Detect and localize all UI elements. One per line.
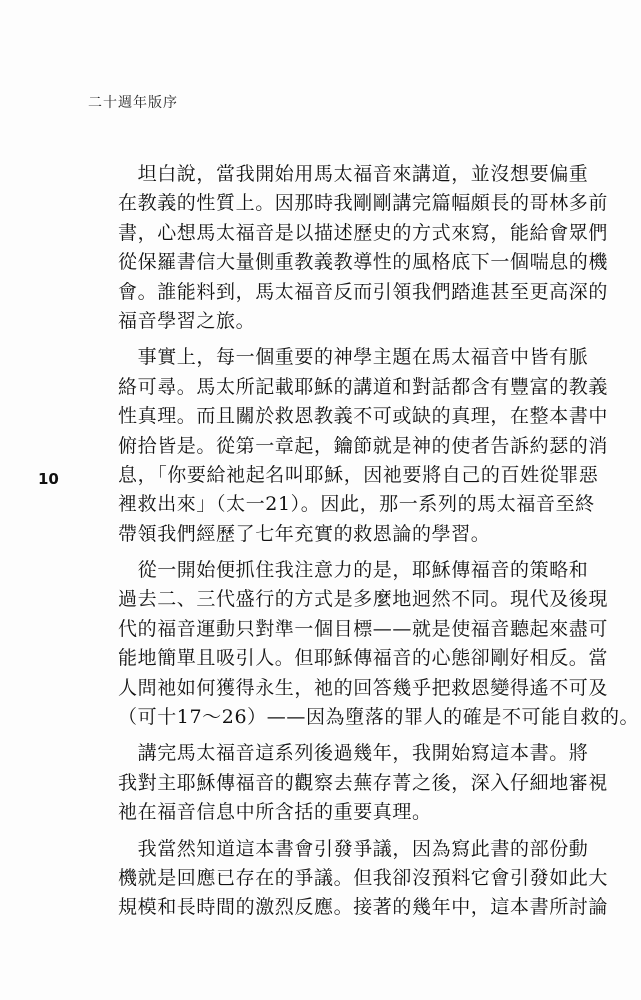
text-line: 祂在福音信息中所含括的重要真理。: [118, 801, 432, 824]
text-line: 息，「你要給祂起名叫耶穌，因祂要將自己的百姓從罪惡: [118, 463, 599, 486]
text-line: （可十17～26）——因為墮落的罪人的確是不可能自救的。: [118, 706, 640, 729]
text-line: 我對主耶穌傳福音的觀察去蕪存菁之後，深入仔細地審視: [118, 771, 609, 794]
text-line: 講完馬太福音這系列後過幾年，我開始寫這本書。將: [118, 742, 589, 765]
text-line: 機就是回應已存在的爭議。但我卻沒預料它會引發如此大: [118, 866, 609, 889]
paragraph: [118, 160, 609, 336]
text-line: 我當然知道這本書會引發爭議，因為寫此書的部份動: [118, 837, 589, 860]
paragraph: [118, 556, 640, 732]
text-line: 代的福音運動只對準一個目標——就是使福音聽起來盡可: [118, 617, 609, 640]
text-line: 俯拾皆是。從第一章起，鑰節就是神的使者告訴約瑟的消: [118, 434, 609, 457]
text-line: 從一開始便抓住我注意力的是，耶穌傳福音的策略和: [118, 559, 589, 582]
text-line: 人問祂如何獲得永生，祂的回答幾乎把救恩變得遙不可及: [118, 676, 609, 699]
text-line: 事實上，每一個重要的神學主題在馬太福音中皆有脈: [118, 346, 589, 369]
text-line: 福音學習之旅。: [118, 309, 256, 332]
text-line: 從保羅書信大量側重教義教導性的風格底下一個喘息的機: [118, 251, 609, 274]
body-text: [118, 160, 640, 930]
paragraph: [118, 739, 609, 827]
text-line: 規模和長時間的激烈反應。接著的幾年中，這本書所討論: [118, 896, 609, 919]
page-number: 10: [38, 470, 59, 488]
text-line: 能地簡單且吸引人。但耶穌傳福音的心態卻剛好相反。當: [118, 647, 609, 670]
text-line: 性真理。而且關於救恩教義不可或缺的真理，在整本書中: [118, 405, 609, 428]
text-line: 裡救出來」（太一21）。因此，那一系列的馬太福音至終: [118, 493, 595, 516]
text-line: 在教義的性質上。因那時我剛剛講完篇幅頗長的哥林多前: [118, 192, 609, 215]
text-line: 書，心想馬太福音是以描述歷史的方式來寫，能給會眾們: [118, 221, 609, 244]
text-line: 絡可尋。馬太所記載耶穌的講道和對話都含有豐富的教義: [118, 375, 609, 398]
text-line: 坦白說，當我開始用馬太福音來講道，並沒想要偏重: [118, 163, 589, 185]
paragraph: [118, 343, 609, 549]
text-line: 帶領我們經歷了七年充實的救恩論的學習。: [118, 522, 491, 545]
text-line: 過去二、三代盛行的方式是多麼地迥然不同。現代及後現: [118, 588, 609, 611]
paragraph: [118, 835, 609, 923]
text-line: 會。誰能料到，馬太福音反而引領我們踏進甚至更高深的: [118, 280, 609, 303]
running-head: 二十週年版序: [88, 95, 178, 111]
